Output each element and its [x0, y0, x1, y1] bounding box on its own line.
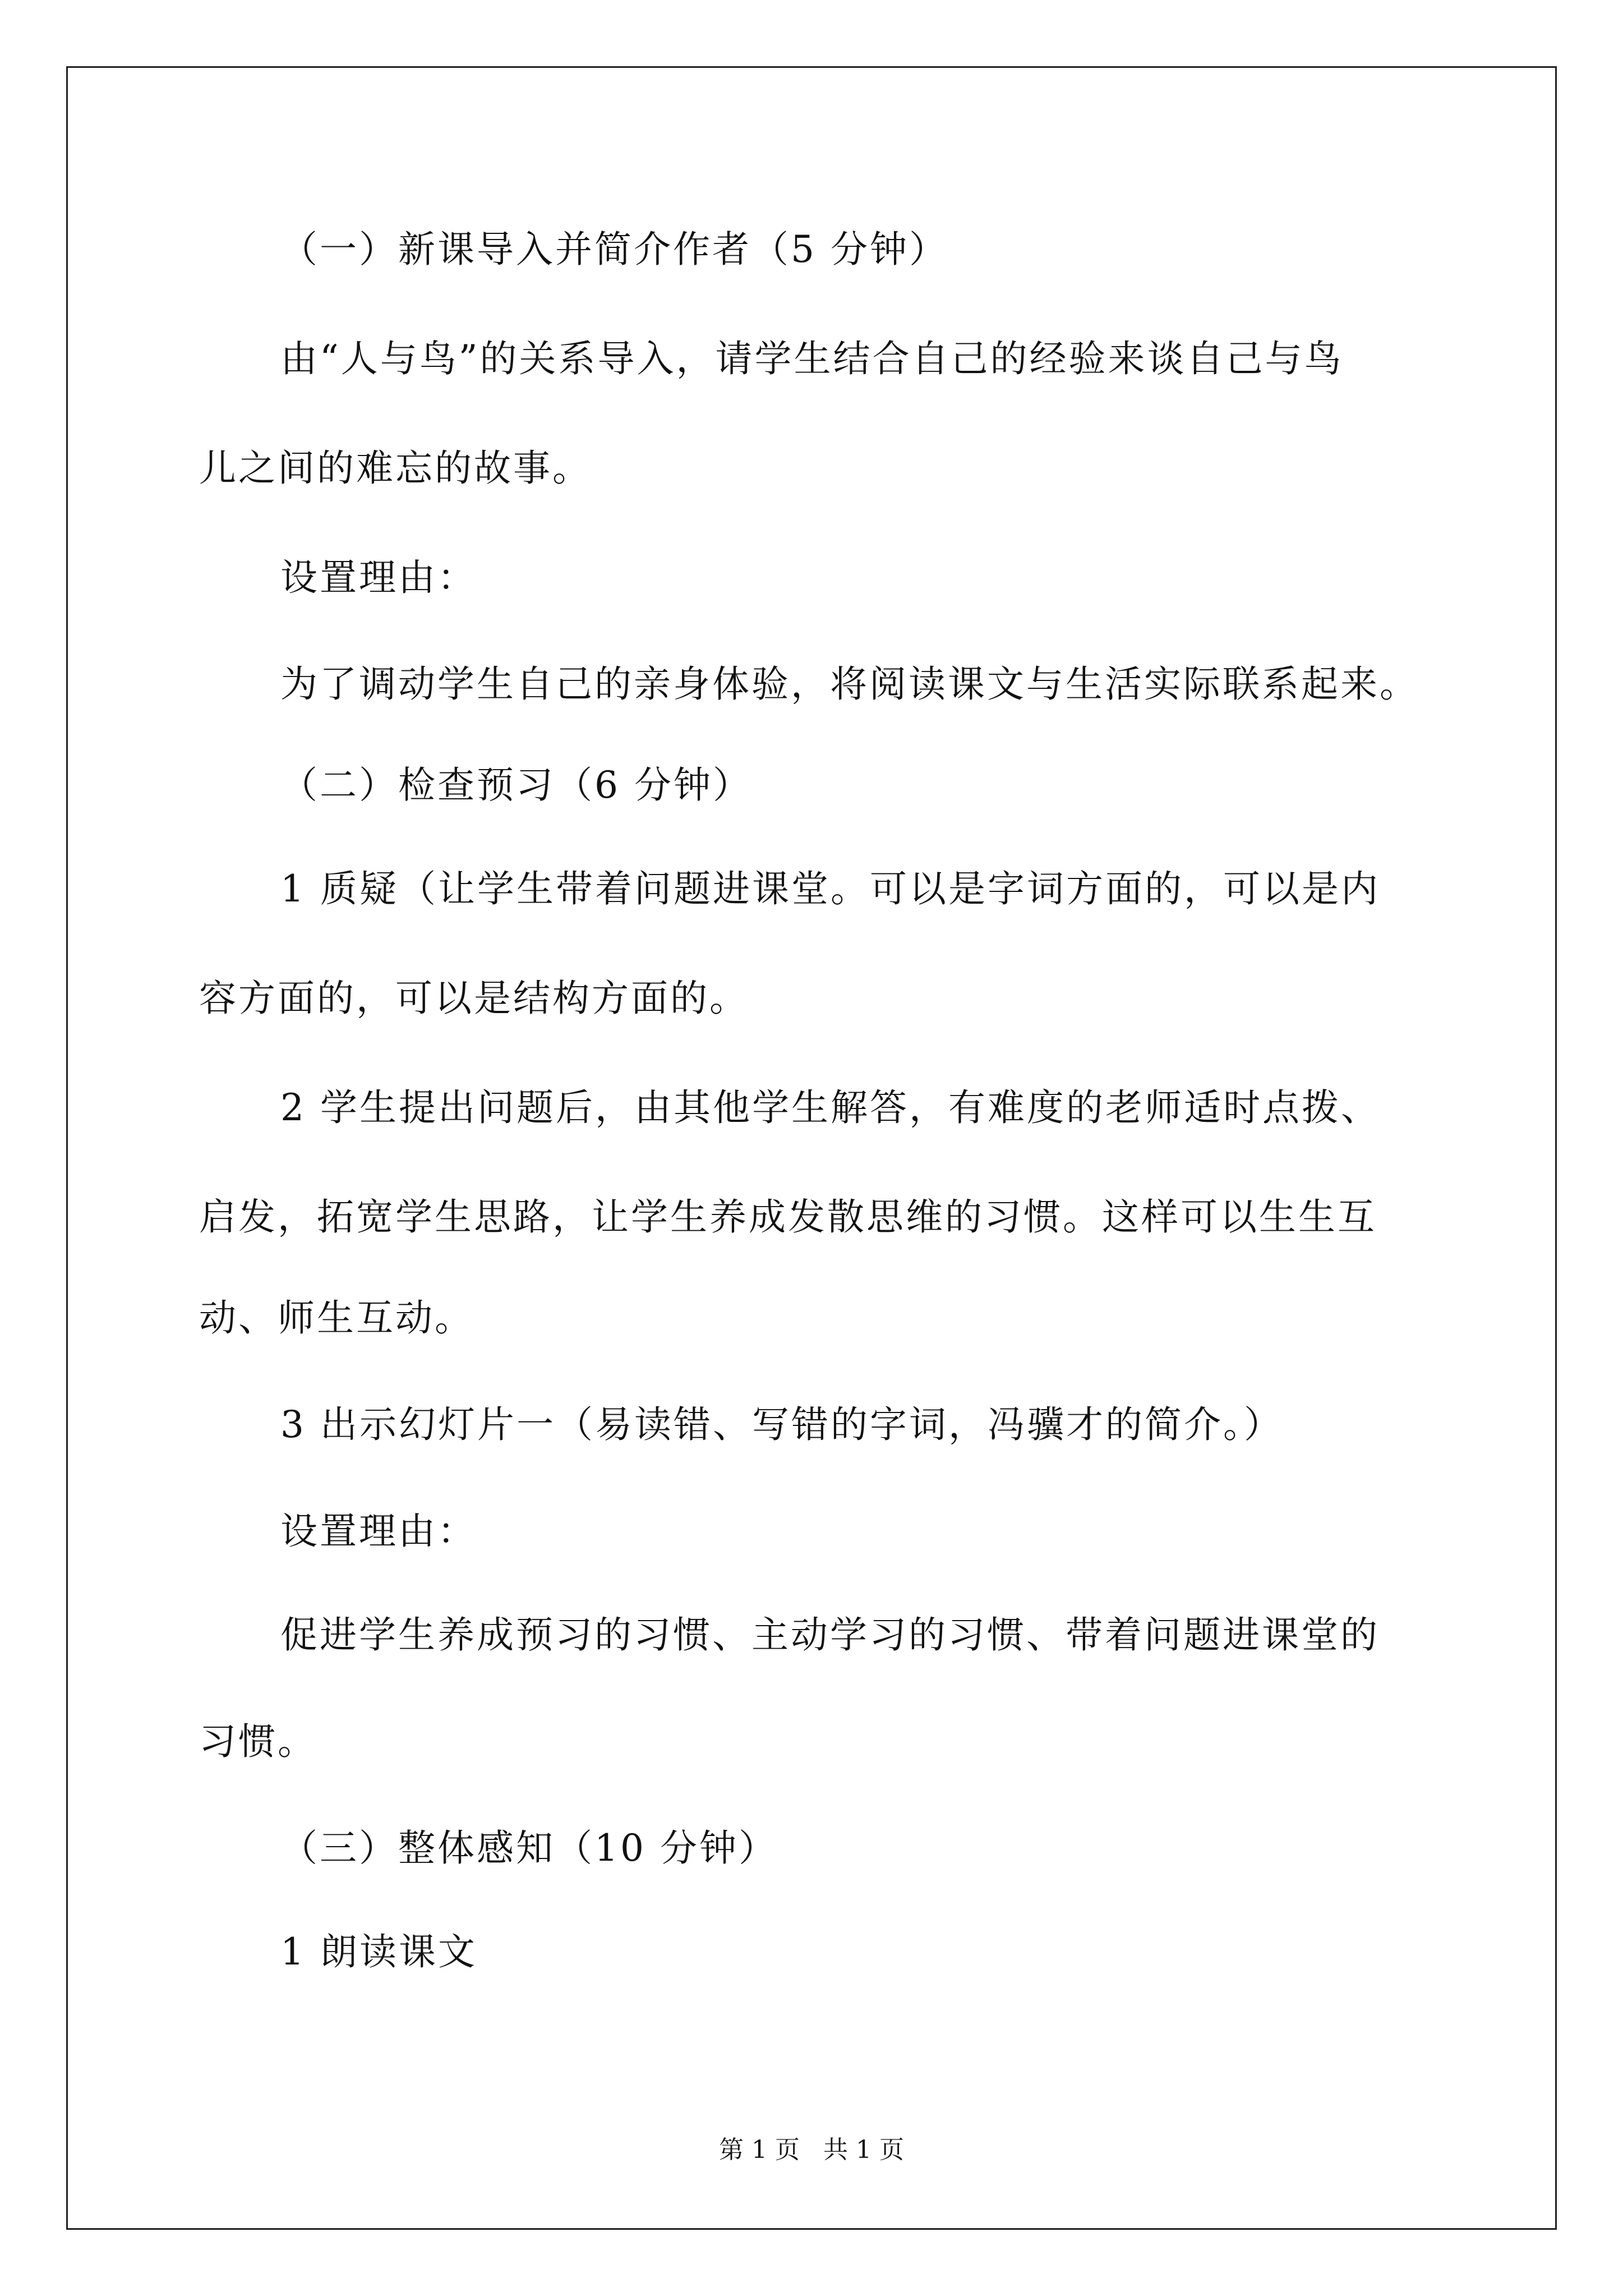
paragraph-line: 2 学生提出问题后，由其他学生解答，有难度的老师适时点拨、: [280, 1086, 1380, 1129]
page-number-footer: 第 1 页 共 1 页: [719, 2136, 904, 2164]
paragraph-line: 启发，拓宽学生思路，让学生养成发散思维的习惯。这样可以生生互: [199, 1195, 1377, 1239]
paragraph-line: 1 质疑（让学生带着问题进课堂。可以是字词方面的，可以是内: [280, 867, 1380, 910]
paragraph-line: 为了调动学生自己的亲身体验，将阅读课文与生活实际联系起来。: [280, 662, 1419, 706]
section-heading-3: （三）整体感知（10 分钟）: [280, 1826, 778, 1870]
page-border: [66, 66, 1557, 2230]
paragraph-line: 习惯。: [199, 1720, 317, 1763]
paragraph-line: 儿之间的难忘的故事。: [199, 447, 592, 490]
paragraph-line: 动、师生互动。: [199, 1296, 474, 1340]
paragraph-line: 促进学生养成预习的习惯、主动学习的习惯、带着问题进课堂的: [280, 1613, 1380, 1657]
paragraph-line: 1 朗读课文: [280, 1930, 477, 1973]
paragraph-line: 由“人与鸟”的关系导入，请学生结合自己的经验来谈自己与鸟: [280, 337, 1344, 380]
paragraph-line: 容方面的，可以是结构方面的。: [199, 977, 749, 1020]
section-heading-1: （一）新课导入并简介作者（5 分钟）: [280, 228, 948, 271]
paragraph-line: 设置理由：: [280, 556, 477, 599]
paragraph-line: 3 出示幻灯片一（易读错、写错的字词，冯骥才的简介。）: [280, 1403, 1283, 1446]
section-heading-2: （二）检查预习（6 分钟）: [280, 763, 752, 807]
paragraph-line: 设置理由：: [280, 1510, 477, 1553]
